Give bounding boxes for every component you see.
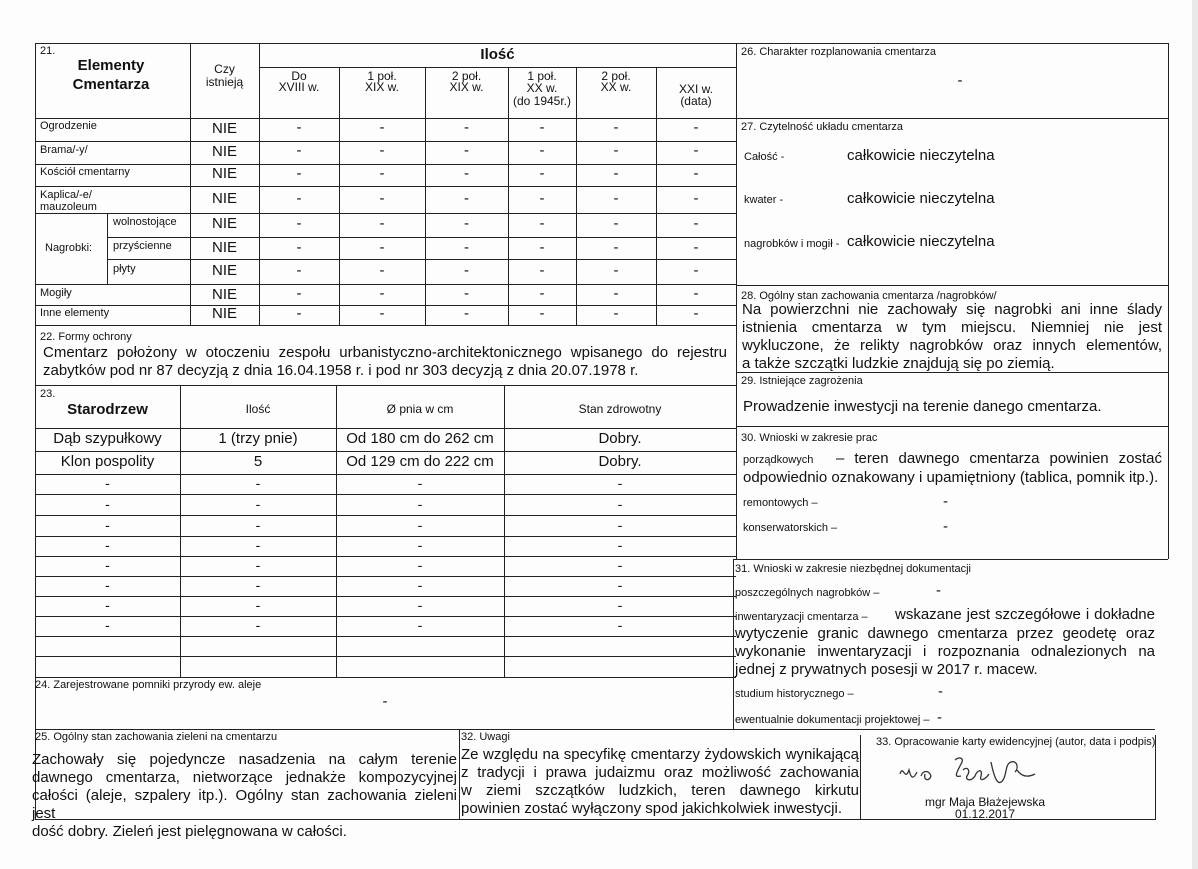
exists-value: NIE <box>211 143 237 160</box>
s24-bottom-line <box>35 729 1155 730</box>
s28-line: wykluczone, że relikty nagrobków oraz innych elementów, <box>742 337 1162 354</box>
s27-bottom-line <box>736 285 1168 286</box>
s23-cell: - <box>105 517 110 533</box>
s23-cell: - <box>255 475 261 491</box>
s23-number: 23. <box>40 388 56 400</box>
s23-bottom-line <box>35 677 736 678</box>
quantity-cell: - <box>613 165 619 182</box>
s21-exists-header-1: Czy <box>214 62 235 76</box>
s23-cell: - <box>417 557 423 573</box>
s23-cell: - <box>417 537 423 553</box>
s26-value: - <box>957 72 963 89</box>
s23-row-line <box>35 515 736 516</box>
s23-cell: 1 (trzy pnie) <box>218 430 298 447</box>
quantity-cell: - <box>296 190 302 207</box>
s21-row-line <box>35 186 736 187</box>
s31-inw-key: inwentaryzacji cmentarza – <box>735 611 868 623</box>
s29-value: Prowadzenie inwestycji na terenie danego cmentarza. <box>743 398 1102 415</box>
s23-cell: - <box>617 475 623 491</box>
s27-key-nagrobkow: nagrobków i mogił - <box>744 238 840 250</box>
s30-porz-line2: odpowiednio oznakowany i upamiętniony (tablica, pomnik itp.). <box>743 469 1159 486</box>
s31-szcz-key: poszczególnych nagrobków – <box>735 587 880 599</box>
s23-row-line <box>35 494 736 495</box>
quantity-cell: - <box>613 119 619 136</box>
s21-row-line <box>107 259 736 260</box>
s23-cell: - <box>617 597 623 613</box>
quantity-cell: - <box>296 285 302 302</box>
s28-text <box>742 301 1162 373</box>
s32-text <box>461 746 859 818</box>
s25-line: całości (aleje, szpalery itp.). Ogólny stan zachowania zieleni jest <box>32 787 457 822</box>
s27-value-kwater: całkowicie nieczytelna <box>847 190 995 207</box>
s22-text-line1: Cmentarz położony w otoczeniu zespołu urbanistyczno-architektonicznego wpisanego do rejestru <box>43 344 727 361</box>
quantity-cell: - <box>379 215 385 232</box>
s23-row-line <box>35 616 736 617</box>
exists-value: NIE <box>211 190 237 207</box>
row-label-kosciol: Kościół cmentarny <box>40 166 130 178</box>
s23-cell: - <box>105 577 110 593</box>
period-header-6b: (data) <box>680 94 712 108</box>
s28-line: Na powierzchni nie zachowały się nagrobki ani inne ślady <box>742 301 1162 318</box>
s23-cell: - <box>417 617 423 633</box>
s23-cell: - <box>255 496 261 512</box>
s23-cell: Dobry. <box>598 430 642 447</box>
quantity-cell: - <box>296 165 302 182</box>
quantity-cell: - <box>464 239 469 256</box>
period-header-4a: 1 poł. <box>527 69 557 83</box>
s23-cell: Dąb szypułkowy <box>53 430 162 447</box>
s23-cell: 5 <box>253 453 263 470</box>
s23-cell: - <box>255 557 261 573</box>
exists-value: NIE <box>211 262 237 279</box>
quantity-cell: - <box>379 165 385 182</box>
quantity-cell: - <box>379 142 385 159</box>
scan-edge <box>1192 0 1198 869</box>
quantity-cell: - <box>379 239 385 256</box>
s23-cell: - <box>417 517 423 533</box>
s23-col-state: Stan zdrowotny <box>578 402 662 416</box>
s23-title: Starodrzew <box>67 401 148 418</box>
s27-key-calosc: Całość - <box>744 151 785 163</box>
quantity-cell: - <box>539 262 545 279</box>
row-label-brama: Brama/-y/ <box>40 144 88 156</box>
s28-line: a także szczątki ludzkie znajdują się po ziemią. <box>742 355 1055 372</box>
quantity-cell: - <box>296 239 302 256</box>
s23-cell: - <box>417 597 423 613</box>
s23-header-bottom <box>35 428 736 429</box>
s32-line: Ze względu na specyfikę cmentarzy żydowskich wynikającą <box>461 746 859 763</box>
s30-porz-key: porządkowych <box>743 454 814 466</box>
s23-row-line <box>35 596 736 597</box>
s21-bottom-line <box>35 325 736 326</box>
s24-label: 24. Zarejestrowane pomniki przyrody ew. aleje <box>35 679 262 691</box>
s31-inw-text <box>735 625 1155 679</box>
quantity-cell: - <box>613 239 619 256</box>
quantity-cell: - <box>296 305 302 322</box>
quantity-cell: - <box>693 165 699 182</box>
row-label-nagrobki: Nagrobki: <box>45 242 93 254</box>
row-label-ogrodzenie: Ogrodzenie <box>40 120 97 132</box>
s23-cell: Klon pospolity <box>60 453 155 470</box>
s23-cell: - <box>617 537 623 553</box>
quantity-cell: - <box>613 285 619 302</box>
s25-text <box>32 751 457 841</box>
quantity-cell: - <box>693 119 699 136</box>
s25-s32-divider <box>459 729 460 820</box>
quantity-cell: - <box>464 215 469 232</box>
row-label-mauzoleum: mauzoleum <box>40 201 97 213</box>
row-label-przyscienne: przyścienne <box>113 240 172 252</box>
s31-line: wykonanie inwentaryzacji i rozpoznania odnalezionych na <box>735 643 1155 660</box>
row-label-kaplica: Kaplica/-e/ <box>40 189 92 201</box>
s23-cell: Od 129 cm do 222 cm <box>346 453 494 470</box>
s23-cell: - <box>255 597 261 613</box>
period-header-1b: XVIII w. <box>278 80 320 94</box>
s23-cell: Dobry. <box>598 453 642 470</box>
s22-label: 22. Formy ochrony <box>40 331 132 343</box>
s27-value-nagrobkow: całkowicie nieczytelna <box>847 233 995 250</box>
exists-value: NIE <box>211 165 237 182</box>
s33-author: mgr Maja Błażejewska <box>924 795 1046 809</box>
border-top <box>35 43 1169 44</box>
s31-szcz-value: - <box>936 582 941 599</box>
quantity-cell: - <box>613 215 619 232</box>
quantity-cell: - <box>539 142 545 159</box>
s32-line: w ziemi szczątków ludzkich, teren dawnego kirkutu <box>461 782 859 799</box>
quantity-cell: - <box>693 215 699 232</box>
period-header-4c: (do 1945r.) <box>512 94 572 108</box>
s23-col-diam: Ø pnia w cm <box>386 402 454 416</box>
s26-label: 26. Charakter rozplanowania cmentarza <box>741 46 937 58</box>
s23-cell: - <box>255 577 261 593</box>
s31-stud-key: studium historycznego – <box>735 688 854 700</box>
quantity-cell: - <box>464 262 469 279</box>
s23-cell: - <box>105 475 110 491</box>
s21-title-line1: Elementy <box>77 57 145 74</box>
row-label-inne: Inne elementy <box>40 307 110 319</box>
period-header-2a: 1 poł. <box>367 69 397 83</box>
s21-qty-header: Ilość <box>480 46 515 63</box>
s30-rem-key: remontowych – <box>743 497 818 509</box>
s23-cell: - <box>255 517 261 533</box>
exists-value: NIE <box>211 120 237 137</box>
period-header-6a: XXI w. <box>678 82 713 96</box>
s23-cell: - <box>417 577 423 593</box>
s23-cell: - <box>617 577 623 593</box>
s31-inw-line1: wskazane jest szczegółowe i dokładne <box>895 606 1155 623</box>
s30-porz-line1: – teren dawnego cmentarza powinien zostać <box>836 450 1162 467</box>
s23-cell: - <box>255 617 261 633</box>
middle-divider-upper <box>736 43 737 559</box>
s23-col-qty: Ilość <box>245 402 271 416</box>
s33-date: 01.12.2017 <box>954 807 1016 821</box>
quantity-cell: - <box>379 190 385 207</box>
s23-row-line <box>35 451 736 452</box>
s23-row-line <box>35 656 736 657</box>
s23-cell: - <box>105 496 110 512</box>
quantity-cell: - <box>464 305 469 322</box>
border-right-upper <box>1168 43 1169 559</box>
s23-row-line <box>35 636 736 637</box>
quantity-cell: - <box>379 285 385 302</box>
quantity-cell: - <box>464 285 469 302</box>
s23-cell: - <box>617 617 623 633</box>
quantity-cell: - <box>379 119 385 136</box>
s29-label: 29. Istniejące zagrożenia <box>741 375 863 387</box>
s31-line: jednej z prywatnych posesji w 2017 r. macew. <box>735 661 1038 678</box>
quantity-cell: - <box>296 215 302 232</box>
quantity-cell: - <box>539 165 545 182</box>
s32-s33-divider <box>860 735 861 820</box>
row-label-plyty: płyty <box>113 263 136 275</box>
s31-line: wytyczenie granic dawnego cmentarza przez geodetę oraz <box>735 625 1155 642</box>
period-header-1a: Do <box>291 69 307 83</box>
quantity-cell: - <box>379 305 385 322</box>
exists-value: NIE <box>211 286 237 303</box>
s21-number: 21. <box>40 45 56 57</box>
row-label-mogily: Mogiły <box>40 287 72 299</box>
quantity-cell: - <box>613 305 619 322</box>
s23-cell: - <box>105 537 110 553</box>
s23-row-line <box>35 576 736 577</box>
quantity-cell: - <box>613 190 619 207</box>
s25-line: dość dobry. Zieleń jest pielęgnowana w całości. <box>32 823 347 840</box>
s21-row-line <box>35 164 736 165</box>
quantity-cell: - <box>539 239 545 256</box>
s23-cell: - <box>617 496 623 512</box>
s22-bottom-line <box>35 385 736 386</box>
s23-row-line <box>35 556 736 557</box>
row-label-wolnostojace: wolnostojące <box>113 216 177 228</box>
quantity-cell: - <box>539 305 545 322</box>
quantity-cell: - <box>539 285 545 302</box>
s31-stud-value: - <box>938 683 943 700</box>
s32-line: z tradycji i prawa judaizmu oraz możliwość zachowania <box>461 764 859 781</box>
s23-cell: - <box>255 537 261 553</box>
quantity-cell: - <box>693 239 699 256</box>
period-header-4b: XX w. <box>526 81 558 95</box>
s21-nagrobki-divider <box>107 213 108 284</box>
period-header-5b: XX w. <box>600 80 632 94</box>
s32-line: powinien zostać wyłączony spod jakichkolwiek inwestycji. <box>461 800 842 817</box>
s23-cell: - <box>105 557 110 573</box>
period-header-3a: 2 poł. <box>451 69 482 83</box>
s31-ewent-value: - <box>937 709 942 726</box>
s26-bottom-line <box>736 118 1168 119</box>
s25-label: 25. Ogólny stan zachowania zieleni na cmentarzu <box>35 731 278 743</box>
period-header-2b: XIX w. <box>364 80 399 94</box>
s21-row-line <box>107 237 736 238</box>
quantity-cell: - <box>539 215 545 232</box>
s33-label: 33. Opracowanie karty ewidencyjnej (autor, data i podpis) <box>876 736 1156 748</box>
s23-cell: - <box>105 597 110 613</box>
quantity-cell: - <box>693 305 699 322</box>
quantity-cell: - <box>693 142 699 159</box>
s30-label: 30. Wnioski w zakresie prac <box>741 432 878 444</box>
s30-kons-value: - <box>943 518 948 535</box>
s21-title-line2: Cmentarza <box>72 76 150 93</box>
s23-cell: - <box>105 617 110 633</box>
quantity-cell: - <box>693 190 699 207</box>
s22-text-line2: zabytków pod nr 87 decyzją z dnia 16.04.1958 r. i pod nr 303 decyzją z dnia 20.07.1978 r. <box>43 362 639 379</box>
quantity-cell: - <box>613 142 619 159</box>
period-header-3b: XIX w. <box>449 80 484 94</box>
s27-label: 27. Czytelność układu cmentarza <box>741 121 904 133</box>
exists-value: NIE <box>211 215 237 232</box>
quantity-cell: - <box>464 165 469 182</box>
s23-cell: - <box>417 496 423 512</box>
s21-row-line <box>35 284 736 285</box>
exists-value: NIE <box>211 305 237 322</box>
quantity-cell: - <box>296 142 302 159</box>
s27-key-kwater: kwater - <box>744 194 784 206</box>
s30-bottom-line <box>733 559 1168 560</box>
quantity-cell: - <box>693 285 699 302</box>
s23-cell: - <box>617 557 623 573</box>
quantity-cell: - <box>379 262 385 279</box>
s21-row-line <box>35 118 736 119</box>
period-header-5a: 2 poł. <box>601 69 631 83</box>
s28-line: istnienia cmentarza w tym miejscu. Niemniej nie jest <box>742 319 1162 336</box>
s23-cell: Od 180 cm do 262 cm <box>346 430 494 447</box>
s31-label: 31. Wnioski w zakresie niezbędnej dokumentacji <box>735 563 972 575</box>
exists-value: NIE <box>211 239 237 256</box>
s25-line: dawnego cmentarza, nietworzące jednakże kompozycyjnej <box>32 769 457 786</box>
quantity-cell: - <box>296 262 302 279</box>
s21-qty-header-line <box>259 67 736 68</box>
quantity-cell: - <box>464 142 469 159</box>
s23-row-line <box>35 474 736 475</box>
s21-row-line <box>35 141 736 142</box>
s23-cell: - <box>417 475 423 491</box>
s23-row-line <box>35 536 736 537</box>
quantity-cell: - <box>539 119 545 136</box>
s29-bottom-line <box>736 426 1168 427</box>
s30-kons-key: konserwatorskich – <box>743 522 838 534</box>
quantity-cell: - <box>464 119 469 136</box>
quantity-cell: - <box>539 190 545 207</box>
s23-cell: - <box>617 517 623 533</box>
quantity-cell: - <box>693 262 699 279</box>
s25-line: Zachowały się pojedyncze nasadzenia na całym terenie <box>32 751 457 768</box>
s31-ewent-key: ewentualnie dokumentacji projektowej – <box>735 714 930 726</box>
quantity-cell: - <box>296 119 302 136</box>
s28-label: 28. Ogólny stan zachowania cmentarza /nagrobków/ <box>741 290 997 302</box>
s21-row-line <box>35 213 736 214</box>
s24-value: - <box>382 693 388 710</box>
s27-value-calosc: całkowicie nieczytelna <box>847 147 995 164</box>
s30-rem-value: - <box>943 493 948 510</box>
quantity-cell: - <box>613 262 619 279</box>
s32-label: 32. Uwagi <box>461 731 510 743</box>
quantity-cell: - <box>464 190 469 207</box>
s21-exists-header-2: istnieją <box>205 75 244 89</box>
handwritten-signature <box>895 752 1055 794</box>
